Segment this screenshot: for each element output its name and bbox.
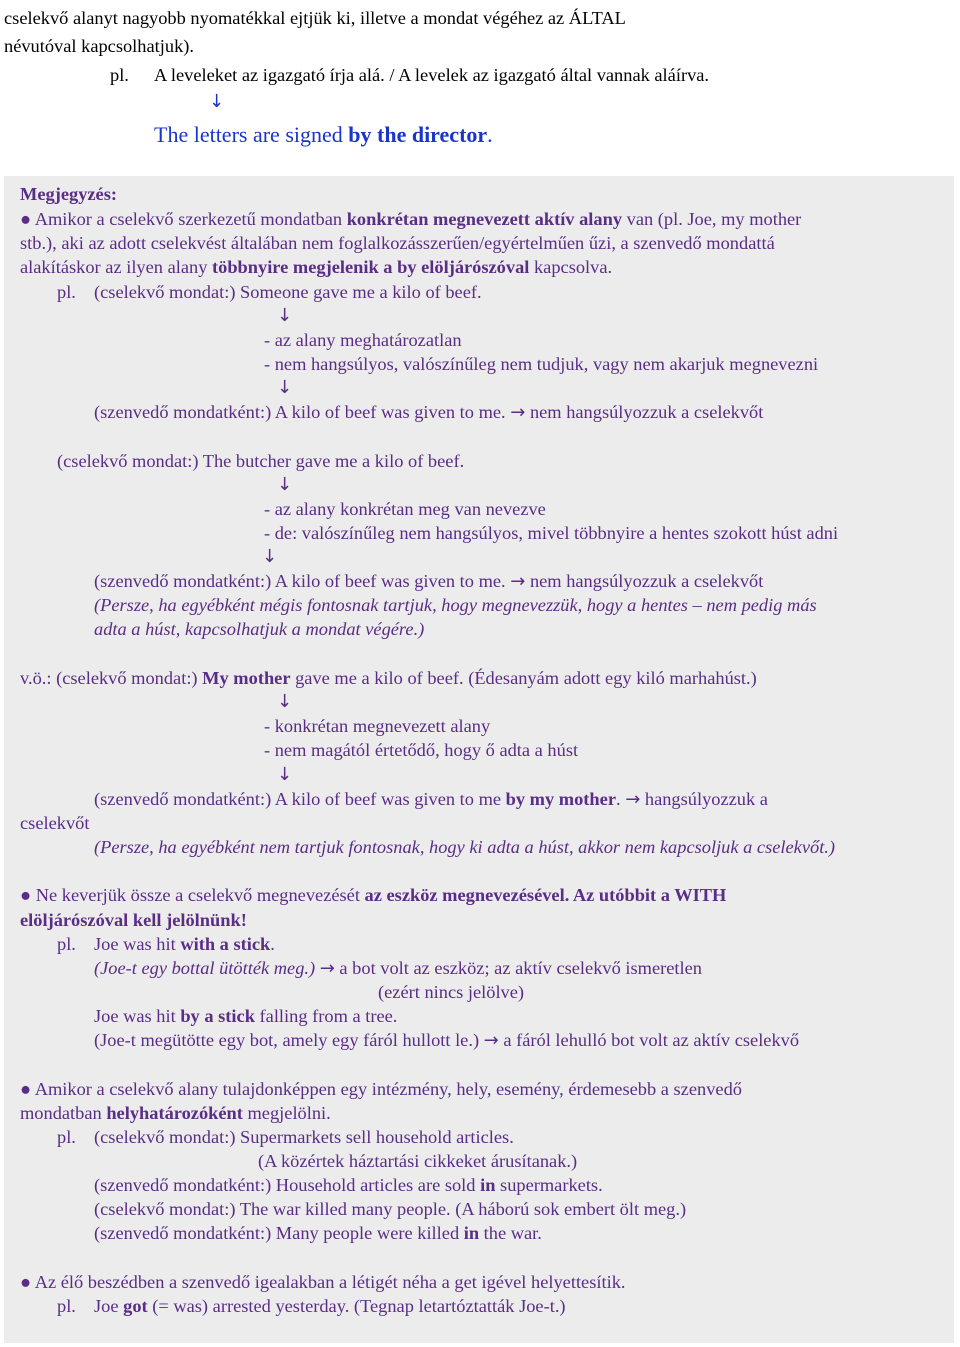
- example-label: pl.: [110, 65, 129, 85]
- p4-text: (= was) arrested yesterday. (Tegnap letartóztatták Joe-t.): [147, 1296, 566, 1316]
- p3-example-1: (cselekvő mondat:) Supermarkets sell household articles.: [94, 1127, 514, 1147]
- p2-bold: by a stick: [180, 1006, 255, 1026]
- example-english-text: The letters are signed: [154, 122, 349, 147]
- right-arrow-icon: →: [510, 402, 526, 423]
- p2-text: a fáról lehulló bot volt az aktív cselekvő: [498, 1030, 800, 1050]
- ex3-passive: [94, 787, 768, 812]
- p2-line-2: elöljárószóval kell jelölnünk!: [20, 910, 247, 930]
- note-p1-text: van (pl. Joe, my mother: [622, 209, 802, 229]
- p4-text: Joe: [94, 1296, 124, 1316]
- ex2-passive-text: (szenvedő mondatként:) A kilo of beef was given to me.: [94, 571, 511, 591]
- note-p1-line-3: [20, 255, 612, 279]
- top-section: [0, 0, 960, 176]
- p2-text: Joe was hit: [94, 1006, 181, 1026]
- example-english: [154, 121, 493, 149]
- right-arrow-icon: →: [483, 1030, 499, 1051]
- p2-example-3: (ezért nincs jelölve): [378, 982, 525, 1002]
- p2-example-5: [94, 1028, 799, 1053]
- ex1-reason-1: - az alany meghatározatlan: [264, 330, 462, 350]
- p3-example-4: (cselekvő mondat:) The war killed many people. (A háború sok embert ölt meg.): [94, 1199, 687, 1219]
- p3-text: (szenvedő mondatként:) Household articles are sold: [94, 1175, 481, 1195]
- ex1-reason-2: - nem hangsúlyos, valószínűleg nem tudjuk, vagy nem akarjuk megnevezni: [264, 354, 819, 374]
- ex2-active: (cselekvő mondat:) The butcher gave me a kilo of beef.: [57, 451, 465, 471]
- example-hungarian: A leveleket az igazgató írja alá. / A levelek az igazgató által vannak aláírva.: [154, 65, 710, 85]
- ex3-result-continued: cselekvőt: [20, 813, 90, 833]
- p3-example-5: [94, 1221, 542, 1245]
- p2-line-1: [20, 883, 726, 907]
- note-p1-text: kapcsolva.: [529, 257, 613, 277]
- p2-italic: (Joe-t egy bottal ütötték meg.): [94, 958, 316, 978]
- ex1-label: pl.: [57, 282, 76, 302]
- ex2-comment-1: (Persze, ha egyébként mégis fontosnak tartjuk, hogy megnevezzük, hogy a hentes – nem pedig más: [94, 595, 817, 615]
- down-arrow-icon: ↓: [277, 764, 293, 785]
- down-arrow-icon: ↓: [209, 91, 225, 112]
- note-p1-line-2: stb.), aki az adott cselekvést általában nem foglalkozásszerűen/egyértelműen űzi, a szenvedő mondattá: [20, 233, 775, 253]
- note-p1-bold: többnyire megjelenik a by elöljárószóval: [212, 257, 530, 277]
- note-heading: Megjegyzés:: [20, 184, 117, 204]
- ex3-prefix: v.ö.: (cselekvő mondat:): [20, 668, 203, 688]
- p2-bold: with a stick: [180, 934, 271, 954]
- note-p1-line-1: [20, 207, 801, 231]
- down-arrow-icon: ↓: [262, 546, 278, 567]
- ex1-passive: [94, 400, 763, 425]
- p3-example-2: (A közértek háztartási cikkeket árusítanak.): [258, 1151, 578, 1171]
- p2-example-2: [94, 956, 702, 981]
- ex3-agent: by my mother: [505, 789, 616, 809]
- p2-bold: az eszköz megnevezésével. Az utóbbit a WITH: [364, 885, 727, 905]
- ex1-result: nem hangsúlyozzuk a cselekvőt: [525, 402, 764, 422]
- down-arrow-icon: ↓: [277, 305, 293, 326]
- p2-example-1: [94, 932, 275, 956]
- ex3-passive-text: (szenvedő mondatként:) A kilo of beef was given to me: [94, 789, 506, 809]
- example-english-period: .: [487, 122, 493, 147]
- ex3-active: [20, 666, 757, 690]
- example-english-agent: by the director: [348, 122, 488, 147]
- p2-text: Joe was hit: [94, 934, 181, 954]
- p3-text: megjelölni.: [242, 1103, 331, 1123]
- ex1-passive-text: (szenvedő mondatként:) A kilo of beef was given to me.: [94, 402, 511, 422]
- ex3-comment: (Persze, ha egyébként nem tartjuk fontosnak, hogy ki adta a húst, akkor nem kapcsoljuk a cselekvőt.): [94, 837, 836, 857]
- down-arrow-icon: ↓: [277, 474, 293, 495]
- down-arrow-icon: ↓: [277, 377, 293, 398]
- intro-line-2: névutóval kapcsolhatjuk).: [4, 36, 194, 56]
- p2-text: ● Ne keverjük össze a cselekvő megnevezését: [20, 885, 365, 905]
- ex2-reason-2: - de: valószínűleg nem hangsúlyos, mivel többnyire a hentes szokott húst adni: [264, 523, 839, 543]
- p3-bold: helyhatározóként: [106, 1103, 243, 1123]
- right-arrow-icon: →: [625, 789, 641, 810]
- ex2-passive: [94, 569, 763, 594]
- p3-text: (szenvedő mondatként:) Many people were killed: [94, 1223, 464, 1243]
- p2-text: falling from a tree.: [254, 1006, 398, 1026]
- ex2-comment-2: adta a húst, kapcsolhatjuk a mondat végére.): [94, 619, 425, 639]
- right-arrow-icon: →: [510, 571, 526, 592]
- p3-label: pl.: [57, 1127, 76, 1147]
- ex3-reason-1: - konkrétan megnevezett alany: [264, 716, 491, 736]
- ex3-result: hangsúlyozzuk a: [640, 789, 768, 809]
- ex1-active: (cselekvő mondat:) Someone gave me a kilo of beef.: [94, 282, 482, 302]
- intro-line-1: cselekvő alanyt nagyobb nyomatékkal ejtjük ki, illetve a mondat végéhez az ÁLTAL: [4, 8, 626, 28]
- down-arrow-icon: ↓: [277, 691, 293, 712]
- ex3-rest: gave me a kilo of beef. (Édesanyám adott egy kiló marhahúst.): [290, 668, 757, 688]
- ex2-result: nem hangsúlyozzuk a cselekvőt: [525, 571, 764, 591]
- ex2-reason-1: - az alany konkrétan meg van nevezve: [264, 499, 546, 519]
- p2-text: a bot volt az eszköz; az aktív cselekvő ismeretlen: [334, 958, 702, 978]
- ex3-reason-2: - nem magától értetődő, hogy ő adta a húst: [264, 740, 579, 760]
- note-p1-text: ● Amikor a cselekvő szerkezetű mondatban: [20, 209, 347, 229]
- p3-text: mondatban: [20, 1103, 107, 1123]
- ex3-subject: My mother: [202, 668, 291, 688]
- p4-bold: got: [123, 1296, 148, 1316]
- p2-label: pl.: [57, 934, 76, 954]
- note-p1-bold: konkrétan megnevezett aktív alany: [346, 209, 623, 229]
- p4-line-1: ● Az élő beszédben a szenvedő igealakban a létigét néha a get igével helyettesítik.: [20, 1272, 626, 1292]
- note-p1-text: alakításkor az ilyen alany: [20, 257, 212, 277]
- p3-line-1: ● Amikor a cselekvő alany tulajdonképpen egy intézmény, hely, esemény, érdemesebb a szenvedő: [20, 1079, 742, 1099]
- right-arrow-icon: →: [319, 958, 335, 979]
- p3-bold: in: [480, 1175, 496, 1195]
- p4-label: pl.: [57, 1296, 76, 1316]
- p2-text: .: [270, 934, 275, 954]
- p4-example-1: [94, 1294, 566, 1318]
- p2-text: (Joe-t megütötte egy bot, amely egy fáról hullott le.): [94, 1030, 484, 1050]
- p3-text: supermarkets.: [495, 1175, 603, 1195]
- p3-bold: in: [463, 1223, 480, 1243]
- ex3-period: .: [615, 789, 626, 809]
- p3-text: the war.: [479, 1223, 542, 1243]
- p3-example-3: [94, 1173, 603, 1197]
- p3-line-2: [20, 1101, 331, 1125]
- p2-example-4: [94, 1004, 397, 1028]
